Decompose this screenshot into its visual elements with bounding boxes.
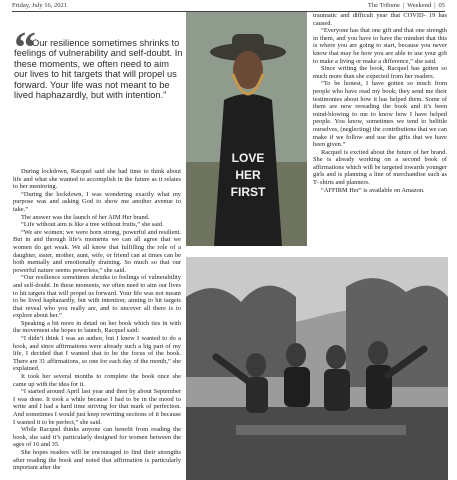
issue-date: Friday, July 16, 2021	[12, 1, 68, 9]
article-column-2	[313, 12, 447, 194]
header-divider: |	[402, 1, 405, 9]
article-column-1	[13, 168, 181, 472]
paragraph: She hopes readers will be encouraged to find their strengths after reading the book and noted that affirmation is particularly important after the	[13, 448, 181, 472]
group-photo	[186, 257, 448, 480]
paragraph: “To be honest, I have gotten so much from people who have read my book; they send me their testimonies about how it has helped them. Some of them are now rereading the book and it’s been mind-blowing to me to know how I have helped people. You know, sometimes we tend to belittle ourselves, (neglecting) the contributions that we can make if we follow and use the gifts that we have been given.”	[313, 80, 447, 149]
paragraph: During lockdown, Racquel said she had time to think about life and what she wanted to accomplish in the future as it relates to her mentoring.	[13, 168, 181, 191]
paragraph: “I started around April last year and then by about September I was done. It took a while because I had to be in the mood to write and I had a hard time striving for that mark of perfection. And sometimes I would just keep rewriting sections of it because I wanted it to be perfect,” she said.	[13, 388, 181, 426]
header-right	[368, 2, 445, 9]
paragraph: “I didn’t think I was an author, but I knew I wanted to do a book, and since affirmations were already such a big part of my life, I decided that I wanted that to be the focus of the book. There are 31 affirmations, so one for each day of the month,” she explained.	[13, 335, 181, 373]
shirt-text-line: FIRST	[230, 185, 266, 199]
page-header	[12, 0, 445, 10]
portrait-photo	[186, 12, 307, 246]
shirt-text-line: HER	[235, 168, 261, 182]
group-photo-illustration	[186, 257, 448, 480]
paragraph: The answer was the launch of her AIM Her brand.	[21, 213, 150, 221]
paragraph: “Our resilience sometimes shrinks to feelings of vulnerability and self-doubt. In these moments, we often need to aim our lives to hit targets that will propel us forward. Your life was not meant to be lived haphazardly, but with intention; aiming to hit targets that reveal who you really are, and to uncover all there is to explore about her.”	[13, 274, 181, 320]
paragraph: “We are women; we were born strong, powerful and resilient. But in and through life’s moments we can all agree that we women do get weak. We all know that fulfilling the role of a daughter, sister, mother, aunt, wife, or friend can at times can be both mentally and emotionally draining. So much so that our powerful nature seems powerless,” she said.	[13, 228, 181, 274]
paragraph: “Life without aim is like a tree without fruits,” she said.	[21, 221, 164, 229]
header-divider: |	[434, 1, 436, 9]
paragraph: “Everyone has that one gift and that one strength in them, and you have to have the mindset that this is where you are going to start, because you never know that may be how you are able to use your gift to make a living or make a difference,” she said.	[313, 27, 447, 65]
pull-quote-text: Our resilience sometimes shrinks to feelings of vulnerability and self-doubt. In these moments, we often need to aim our lives to hit targets that will propel us forward. Your life was not meant to be lived haphazardly, but with intention.”	[14, 38, 183, 101]
section-name: Weekend	[407, 1, 432, 9]
paragraph: “During the lockdown, I was wondering exactly what my purpose was and asking God to show me another avenue to take.”	[13, 190, 181, 213]
paragraph: Speaking a bit more in detail on her book which ties in with the movement she hopes to launch, Racquel said:	[13, 319, 181, 335]
portrait-illustration	[186, 12, 307, 246]
pull-quote	[14, 38, 184, 100]
paragraph: Racquel is excited about the future of her brand. She is already working on a second book of affirmations which will be targeted towards younger girls and is planning a line of merchandise such as T- shirts and planners.	[313, 148, 447, 187]
publication-name: The Tribune	[367, 1, 400, 9]
paragraph: traumatic and difficult year that COVID- 19 has caused.	[313, 12, 447, 27]
paragraph: While Racquel thinks anyone can benefit from reading the book, she said it’s particularly designed for women between the ages of 16 and 35.	[13, 426, 181, 449]
paragraph: It took her several months to complete the book once she came up with the idea for it.	[13, 373, 181, 388]
paragraph: “AFFIRM Her” is available on Amazon.	[321, 186, 425, 194]
paragraph: Since writing the book, Racquel has gotten so much more than she expected from her readers.	[313, 65, 447, 80]
page-number: 05	[438, 1, 445, 9]
quote-mark-icon: “	[14, 23, 36, 72]
shirt-text-line: LOVE	[231, 151, 265, 165]
